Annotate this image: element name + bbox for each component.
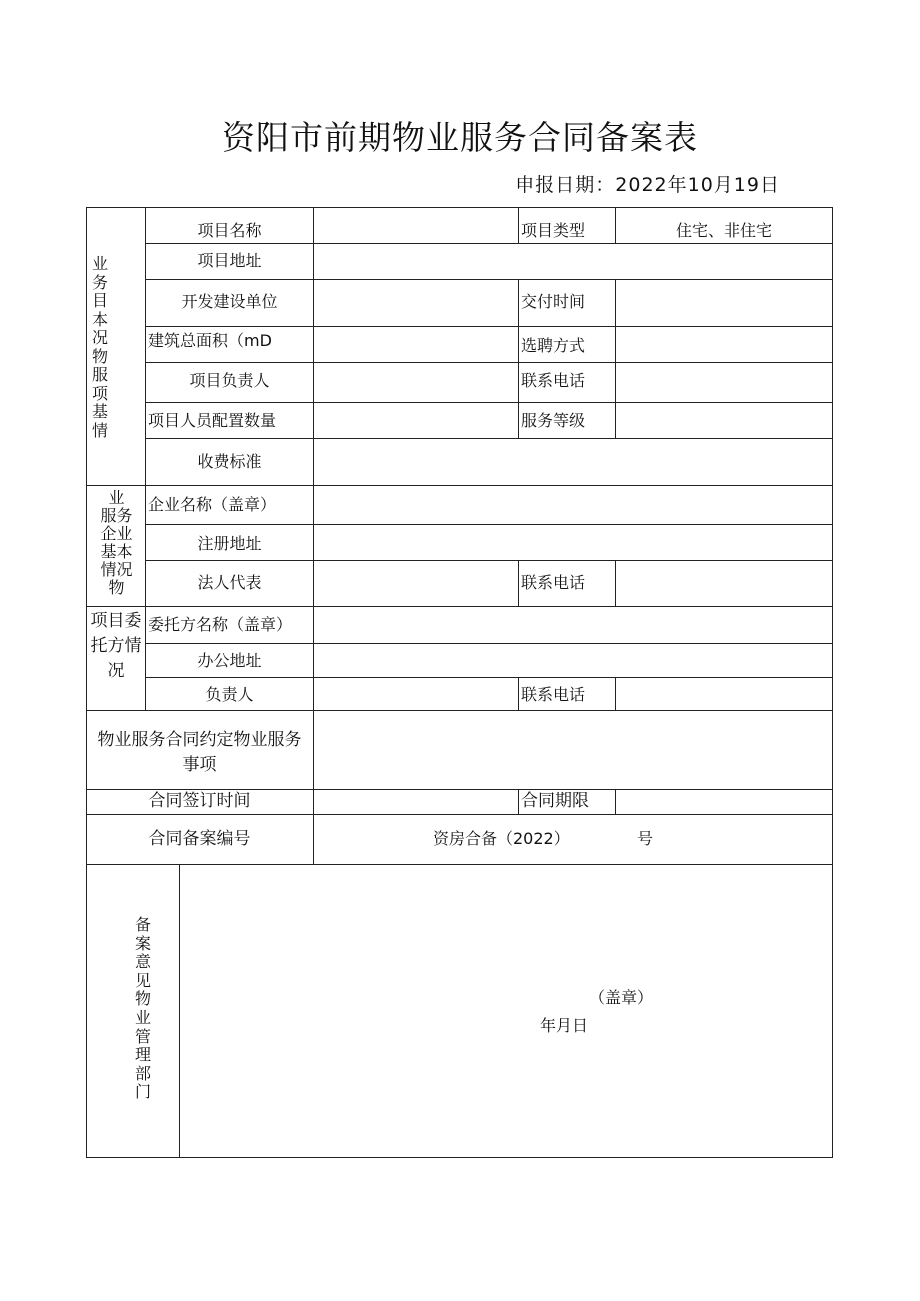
col-line-4e xyxy=(615,789,616,814)
delivery-time-label: 交付时间 xyxy=(521,292,586,311)
row-line-14 xyxy=(86,789,833,790)
row-line-4 xyxy=(145,362,833,363)
row-line-8 xyxy=(145,524,833,525)
client-phone-label: 联系电话 xyxy=(521,685,586,704)
side-char: 物 xyxy=(134,989,151,1009)
side-char: 企业 xyxy=(100,524,133,543)
col-line-opinion xyxy=(179,864,180,1158)
enterprise-name-label: 企业名称（盖章） xyxy=(148,495,277,514)
side-char: 管 xyxy=(134,1026,151,1046)
row-line-15 xyxy=(86,814,833,815)
side-line: 况 xyxy=(107,661,125,681)
row-line-1 xyxy=(145,243,833,244)
staff-count-label: 项目人员配置数量 xyxy=(148,411,277,430)
seal-text: （盖章） xyxy=(589,988,654,1007)
col-line-4c xyxy=(615,560,616,606)
side-char: 本 xyxy=(91,309,108,329)
page-title: 资阳市前期物业服务合同备案表 xyxy=(222,118,698,157)
side-char: 案 xyxy=(134,933,151,953)
row-line-2 xyxy=(145,279,833,280)
project-section-side-label xyxy=(88,255,112,440)
row-line-7 xyxy=(86,485,833,486)
col-line-3a xyxy=(518,207,519,243)
side-char: 见 xyxy=(134,970,151,990)
row-line-5 xyxy=(145,402,833,403)
legal-representative-label: 法人代表 xyxy=(197,573,262,592)
border-top xyxy=(86,207,833,208)
row-line-10 xyxy=(86,606,833,607)
row-line-12 xyxy=(145,677,833,678)
col-line-2 xyxy=(313,207,314,864)
row-line-13 xyxy=(86,710,833,711)
registered-address-label: 注册地址 xyxy=(197,534,262,553)
project-type-value: 住宅、非住宅 xyxy=(675,221,772,240)
col-line-3d xyxy=(518,677,519,710)
service-matters-line: 事项 xyxy=(182,755,217,775)
client-person-label: 负责人 xyxy=(205,685,254,704)
col-line-3b xyxy=(518,279,519,438)
side-line: 托方情 xyxy=(90,636,142,656)
side-char: 理 xyxy=(134,1045,151,1065)
service-matters-label xyxy=(86,728,313,778)
col-line-3e xyxy=(518,789,519,814)
side-char: 备 xyxy=(134,915,151,934)
enterprise-section-side-label xyxy=(88,489,145,597)
side-char: 意 xyxy=(134,952,151,972)
side-char: 基本 xyxy=(100,542,133,561)
project-type-label: 项目类型 xyxy=(521,221,586,240)
col-line-4d xyxy=(615,677,616,710)
office-address-label: 办公地址 xyxy=(197,651,262,670)
side-char: 业 xyxy=(108,488,125,507)
side-char: 况 xyxy=(91,328,108,347)
client-section-side-label xyxy=(86,609,146,684)
project-manager-label: 项目负责人 xyxy=(189,371,270,390)
side-char: 务 xyxy=(91,272,108,292)
building-area-label: 建筑总面积（mD xyxy=(148,331,272,350)
side-char: 物 xyxy=(91,346,108,366)
contract-term-label: 合同期限 xyxy=(521,791,589,811)
developer-label: 开发建设单位 xyxy=(181,292,278,311)
client-name-label: 委托方名称（盖章） xyxy=(148,615,293,634)
row-line-9 xyxy=(145,560,833,561)
service-level-label: 服务等级 xyxy=(521,411,586,430)
side-char: 物 xyxy=(108,578,125,597)
fee-standard-label: 收费标准 xyxy=(197,452,262,471)
hiring-method-label: 选聘方式 xyxy=(521,336,586,355)
row-line-3 xyxy=(145,326,833,327)
side-char: 项 xyxy=(91,383,108,403)
row-line-16 xyxy=(86,864,833,865)
row-line-11 xyxy=(145,643,833,644)
project-name-label: 项目名称 xyxy=(197,221,262,240)
border-right xyxy=(832,207,833,1158)
service-matters-line: 物业服务合同约定物业服务 xyxy=(97,730,302,750)
side-char: 业 xyxy=(134,1007,151,1027)
col-line-4b xyxy=(615,279,616,438)
side-char: 目 xyxy=(91,291,108,310)
side-char: 服务 xyxy=(100,506,133,525)
sign-time-label: 合同签订时间 xyxy=(148,791,251,811)
project-phone-label: 联系电话 xyxy=(521,371,586,390)
opinion-side-label xyxy=(131,916,155,1102)
record-number-suffix: 号 xyxy=(637,829,654,848)
col-line-3c xyxy=(518,560,519,606)
side-char: 基 xyxy=(91,402,108,421)
opinion-date-text: 年月日 xyxy=(540,1016,589,1035)
side-line: 项目委 xyxy=(90,611,142,631)
record-number-label: 合同备案编号 xyxy=(148,829,251,849)
report-date: 申报日期：2022年10月19日 xyxy=(515,174,780,196)
side-char: 业 xyxy=(91,254,108,273)
side-char: 情况 xyxy=(100,560,133,579)
side-char: 门 xyxy=(134,1082,151,1102)
row-line-6 xyxy=(145,438,833,439)
project-address-label: 项目地址 xyxy=(197,251,262,270)
border-bottom xyxy=(86,1157,833,1158)
side-char: 情 xyxy=(91,420,108,440)
side-char: 部 xyxy=(134,1063,151,1083)
side-char: 服 xyxy=(91,365,108,384)
enterprise-phone-label: 联系电话 xyxy=(521,573,586,592)
record-number-value: 资房合备（2022） xyxy=(433,829,570,848)
